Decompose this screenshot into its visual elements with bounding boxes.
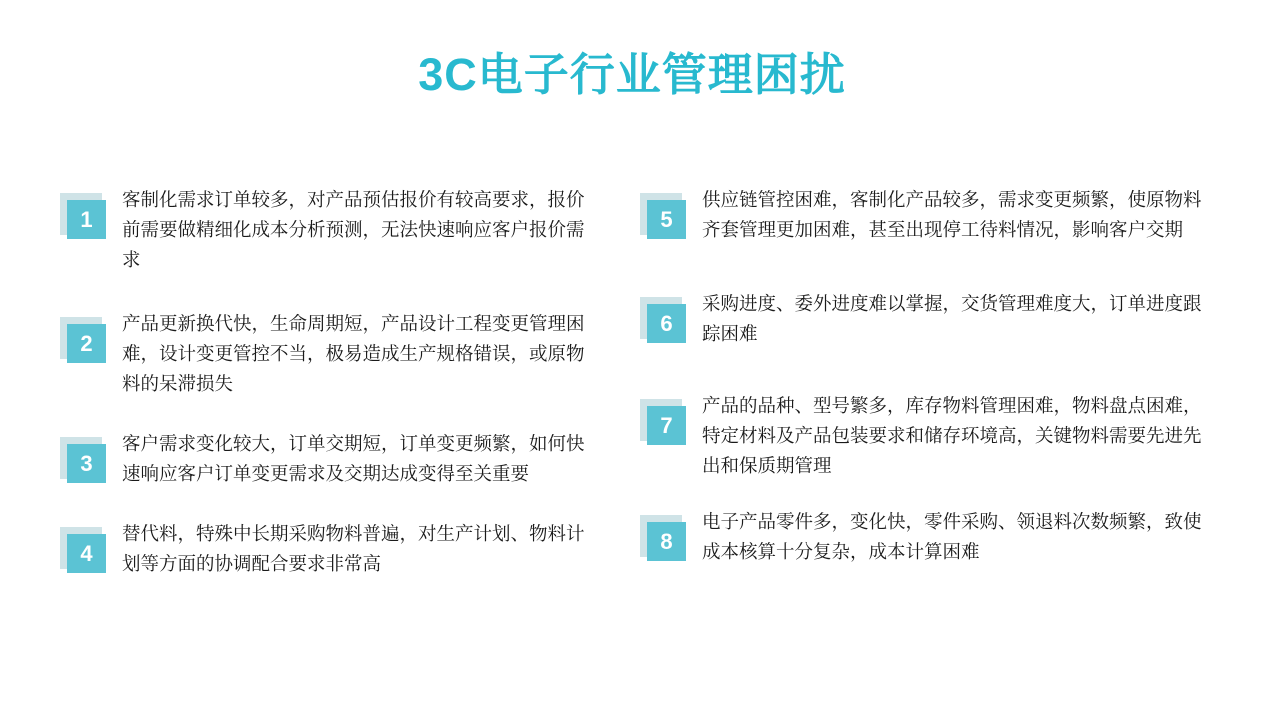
badge-number: 5 <box>647 200 686 239</box>
badge-number: 6 <box>647 304 686 343</box>
list-item <box>640 185 1264 245</box>
item-text: 产品的品种、型号繁多，库存物料管理困难，物料盘点困难，特定材料及产品包装要求和储存环境高，关键物料需要先进先出和保质期管理 <box>702 395 1202 476</box>
badge-number: 3 <box>67 444 106 483</box>
right-column <box>632 185 1264 609</box>
item-number-badge <box>60 437 106 483</box>
list-item <box>640 289 1264 349</box>
item-number-badge <box>60 527 106 573</box>
list-item <box>640 391 1264 481</box>
item-text: 客制化需求订单较多，对产品预估报价有较高要求，报价前需要做精细化成本分析预测，无法快速响应客户报价需求 <box>122 189 585 270</box>
item-text: 产品更新换代快，生命周期短，产品设计工程变更管理困难，设计变更管控不当，极易造成生产规格错误，或原物料的呆滞损失 <box>122 313 585 394</box>
list-item <box>60 185 632 275</box>
item-text: 替代料，特殊中长期采购物料普遍，对生产计划、物料计划等方面的协调配合要求非常高 <box>122 523 585 574</box>
badge-number: 7 <box>647 406 686 445</box>
content-columns <box>0 185 1264 609</box>
item-text: 客户需求变化较大，订单交期短，订单变更频繁，如何快速响应客户订单变更需求及交期达成变得至关重要 <box>122 433 585 484</box>
item-number-badge <box>640 515 686 561</box>
list-item <box>60 429 632 489</box>
badge-number: 2 <box>67 324 106 363</box>
left-column <box>0 185 632 609</box>
badge-number: 8 <box>647 522 686 561</box>
badge-number: 4 <box>67 534 106 573</box>
list-item <box>640 507 1264 567</box>
item-number-badge <box>640 399 686 445</box>
item-number-badge <box>60 317 106 363</box>
list-item <box>60 519 632 579</box>
item-text: 供应链管控困难，客制化产品较多，需求变更频繁，使原物料齐套管理更加困难，甚至出现停工待料情况，影响客户交期 <box>702 189 1202 240</box>
item-number-badge <box>640 297 686 343</box>
item-text: 电子产品零件多，变化快，零件采购、领退料次数频繁，致使成本核算十分复杂，成本计算困难 <box>702 511 1202 562</box>
item-text: 采购进度、委外进度难以掌握，交货管理难度大，订单进度跟踪困难 <box>702 293 1202 344</box>
page-title: 3C电子行业管理困扰 <box>418 49 846 100</box>
item-number-badge <box>60 193 106 239</box>
list-item <box>60 309 632 399</box>
item-number-badge <box>640 193 686 239</box>
badge-number: 1 <box>67 200 106 239</box>
